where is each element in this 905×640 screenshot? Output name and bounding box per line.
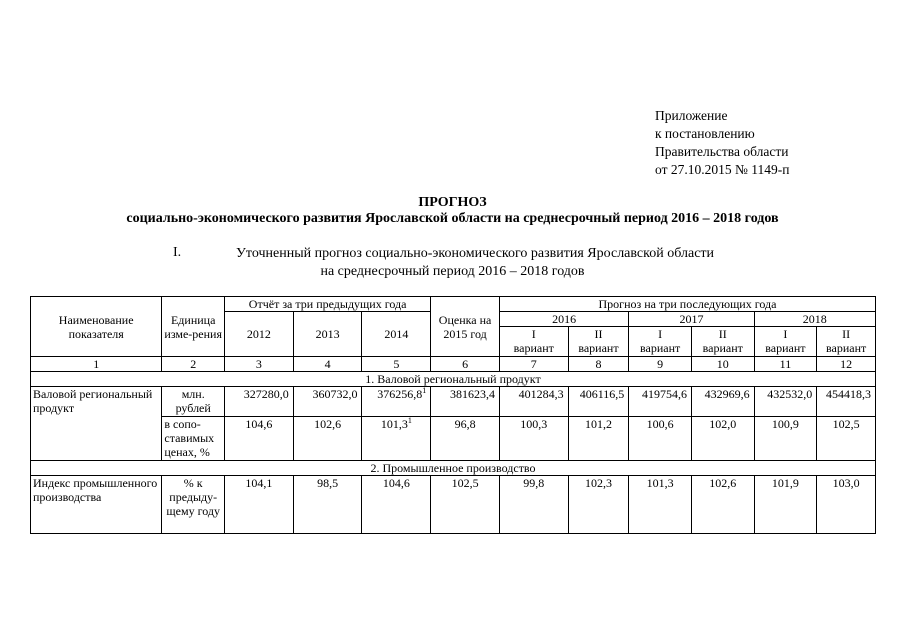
value-cell: 100,6 [629, 417, 692, 461]
column-number: 8 [568, 357, 629, 372]
value-cell: 101,9 [754, 476, 817, 534]
value-cell: 104,6 [362, 476, 431, 534]
value-cell: 376256,8$^1$ [362, 387, 431, 417]
header-variant: II вариант [691, 327, 754, 357]
value-cell: 102,5 [817, 417, 876, 461]
header-variant: I вариант [629, 327, 692, 357]
value-cell: 327280,0 [225, 387, 294, 417]
footnote-mark: 1 [407, 416, 412, 425]
unit-cell: % к предыду-щему году [162, 476, 225, 534]
column-number: 12 [817, 357, 876, 372]
value-cell: 381623,4 [431, 387, 500, 417]
header-year: 2017 [629, 312, 754, 327]
header-year: 2016 [499, 312, 628, 327]
value-cell: 98,5 [293, 476, 362, 534]
section-row-grp: 1. Валовой региональный продукт [31, 372, 876, 387]
header-report: Отчёт за три предыдущих года [225, 297, 431, 312]
value-cell: 104,6 [225, 417, 294, 461]
value-cell: 454418,3 [817, 387, 876, 417]
header-year: 2018 [754, 312, 875, 327]
column-number: 4 [293, 357, 362, 372]
forecast-table [30, 296, 876, 534]
column-number: 6 [431, 357, 500, 372]
document-title: ПРОГНОЗ [418, 195, 487, 210]
column-number: 2 [162, 357, 225, 372]
header-forecast: Прогноз на три последующих года [499, 297, 875, 312]
header-variant: I вариант [754, 327, 817, 357]
value-cell: 100,3 [499, 417, 568, 461]
appendix-line: Правительства области [655, 144, 789, 159]
value-cell: 432532,0 [754, 387, 817, 417]
value-cell: 101,2 [568, 417, 629, 461]
section-title-line2: на среднесрочный период 2016 – 2018 годов [320, 264, 585, 279]
appendix-line: Приложение [655, 108, 728, 123]
value-cell: 103,0 [817, 476, 876, 534]
document-subtitle: социально-экономического развития Ярославской области на среднесрочный период 2016 – 2018 годов [126, 211, 779, 226]
column-number: 3 [225, 357, 294, 372]
appendix-line: к постановлению [655, 126, 755, 141]
column-number: 1 [31, 357, 162, 372]
header-unit: Единица изме-рения [162, 297, 225, 357]
footnote-mark: 1 [422, 386, 427, 395]
value-cell: 102,3 [568, 476, 629, 534]
value-cell: 102,5 [431, 476, 500, 534]
value-cell: 101,3 [629, 476, 692, 534]
value-cell: 102,6 [691, 476, 754, 534]
header-year: 2014 [362, 312, 431, 357]
value-cell: 100,9 [754, 417, 817, 461]
value-cell: 102,6 [293, 417, 362, 461]
header-variant: II вариант [817, 327, 876, 357]
value-cell: 419754,6 [629, 387, 692, 417]
appendix-line: от 27.10.2015 № 1149-п [655, 162, 790, 177]
indicator-name: Индекс промышленного производства [31, 476, 162, 534]
section-number: I. [173, 245, 182, 260]
header-year: 2012 [225, 312, 294, 357]
unit-cell: млн. рублей [162, 387, 225, 417]
value-cell: 360732,0 [293, 387, 362, 417]
section-row-industry: 2. Промышленное производство [31, 461, 876, 476]
value-cell: 406116,5 [568, 387, 629, 417]
section-title-line1: Уточненный прогноз социально-экономического развития Ярославской области [235, 246, 715, 261]
column-number: 11 [754, 357, 817, 372]
value-cell: 99,8 [499, 476, 568, 534]
unit-cell: в сопо-ставимых ценах, % [162, 417, 225, 461]
column-number: 7 [499, 357, 568, 372]
indicator-name: Валовой региональный продукт [31, 387, 162, 461]
value-cell: 101,3$^1$ [362, 417, 431, 461]
column-number: 9 [629, 357, 692, 372]
column-number: 5 [362, 357, 431, 372]
value-cell: 401284,3 [499, 387, 568, 417]
value-cell: 104,1 [225, 476, 294, 534]
value-cell: 96,8 [431, 417, 500, 461]
header-variant: I вариант [499, 327, 568, 357]
value-cell: 432969,6 [691, 387, 754, 417]
value-cell: 102,0 [691, 417, 754, 461]
header-year: 2013 [293, 312, 362, 357]
header-name: Наименование показателя [31, 297, 162, 357]
appendix-block [655, 107, 789, 179]
header-variant: II вариант [568, 327, 629, 357]
column-number: 10 [691, 357, 754, 372]
header-estimate: Оценка на 2015 год [431, 297, 500, 357]
